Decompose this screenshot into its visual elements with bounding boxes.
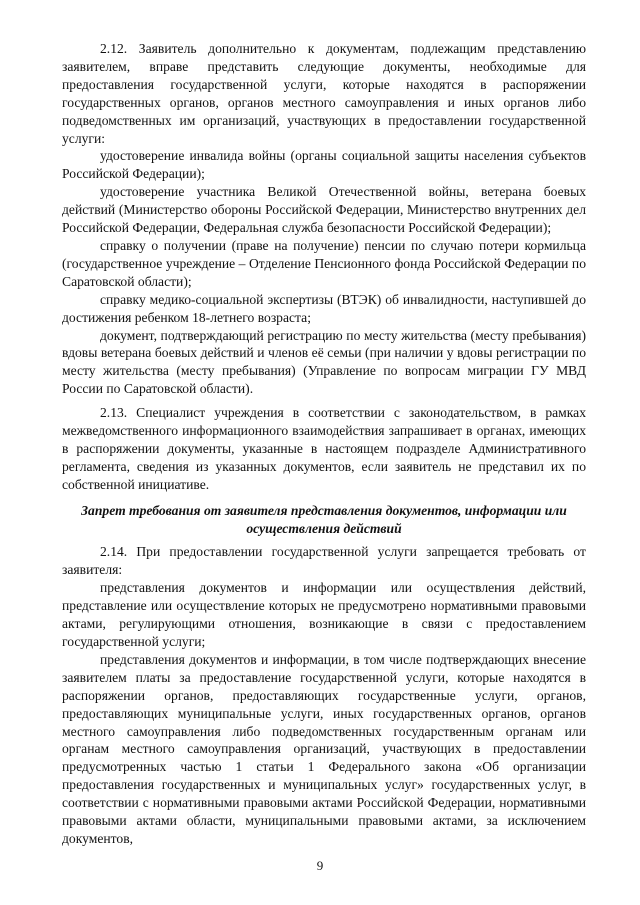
list-item-prohibited-documents: представления документов и информации, в том числе подтверждающих внесение заявителем платы за предоставление государственной услуги, которые находятся в распоряжении органов, предоставляющих государственные услуги, органов, предоставляющих муниципальные услуги, иных государственных органов, органов местного самоуправления либо подведомственных государственным органам или органам местного самоуправления организаций, участвующих в предоставлении предусмотренных частью 1 статьи 1 Федерального закона «Об организации предоставления государственных и муниципальных услуг» государственных услуг, в соответствии с нормативными правовыми актами Российской Федерации, нормативными правовыми актами области, муниципальными правовыми актами, за исключением документов, (62, 651, 586, 846)
list-item-registration-document: документ, подтверждающий регистрацию по месту жительства (месту пребывания) вдовы ветерана боевых действий и членов её семьи (при наличии у вдовы регистрации по месту жительства (месту пребывания) (Управление по вопросам миграции ГУ МВД России по Саратовской области). (62, 327, 586, 397)
paragraph-2-13: 2.13. Специалист учреждения в соответствии с законодательством, в рамках межведомственного информационного взаимодействия запрашивает в органах, имеющих в распоряжении документы, указанные в настоящем подразделе Административного регламента, сведения из указанных документов, если заявитель не представил их по собственной инициативе. (62, 405, 586, 492)
list-item-prohibited-actions: представления документов и информации или осуществления действий, представление или осуществление которых не предусмотрено нормативными правовыми актами, регулирующими отношения, возникающие в связи с предоставлением государственной услуги; (62, 580, 586, 649)
paragraph-2-14: 2.14. При предоставлении государственной услуги запрещается требовать от заявителя: (62, 544, 586, 578)
list-item-veteran-certificate: удостоверение участника Великой Отечественной войны, ветерана боевых действий (Министерство обороны Российской Федерации, Министерство внутренних дел Российской Федерации, Федеральная служба безопасности Российской Федерации); (62, 184, 586, 236)
list-item-war-invalid-certificate: удостоверение инвалида войны (органы социальной защиты населения субъектов Российской Федерации); (62, 148, 586, 182)
section-heading: Запрет требования от заявителя представления документов, информации или осуществления действий (81, 502, 567, 536)
list-item-disability-certificate: справку медико-социальной экспертизы (ВТЭК) об инвалидности, наступившей до достижения ребенком 18-летнего возраста; (62, 291, 586, 325)
page-number: 9 (316, 858, 324, 873)
list-item-pension-certificate: справку о получении (праве на получение) пенсии по случаю потери кормильца (государственное учреждение – Отделение Пенсионного фонда Российской Федерации по Саратовской области); (62, 237, 586, 289)
paragraph-2-12: 2.12. Заявитель дополнительно к документам, подлежащим представлению заявителем, вправе представить следующие документы, необходимые для предоставления государственной услуги, которые находятся в распоряжении государственных органов, органов местного самоуправления и иных органов либо подведомственных им организаций, участвующих в предоставлении государственной услуги: (62, 41, 586, 146)
